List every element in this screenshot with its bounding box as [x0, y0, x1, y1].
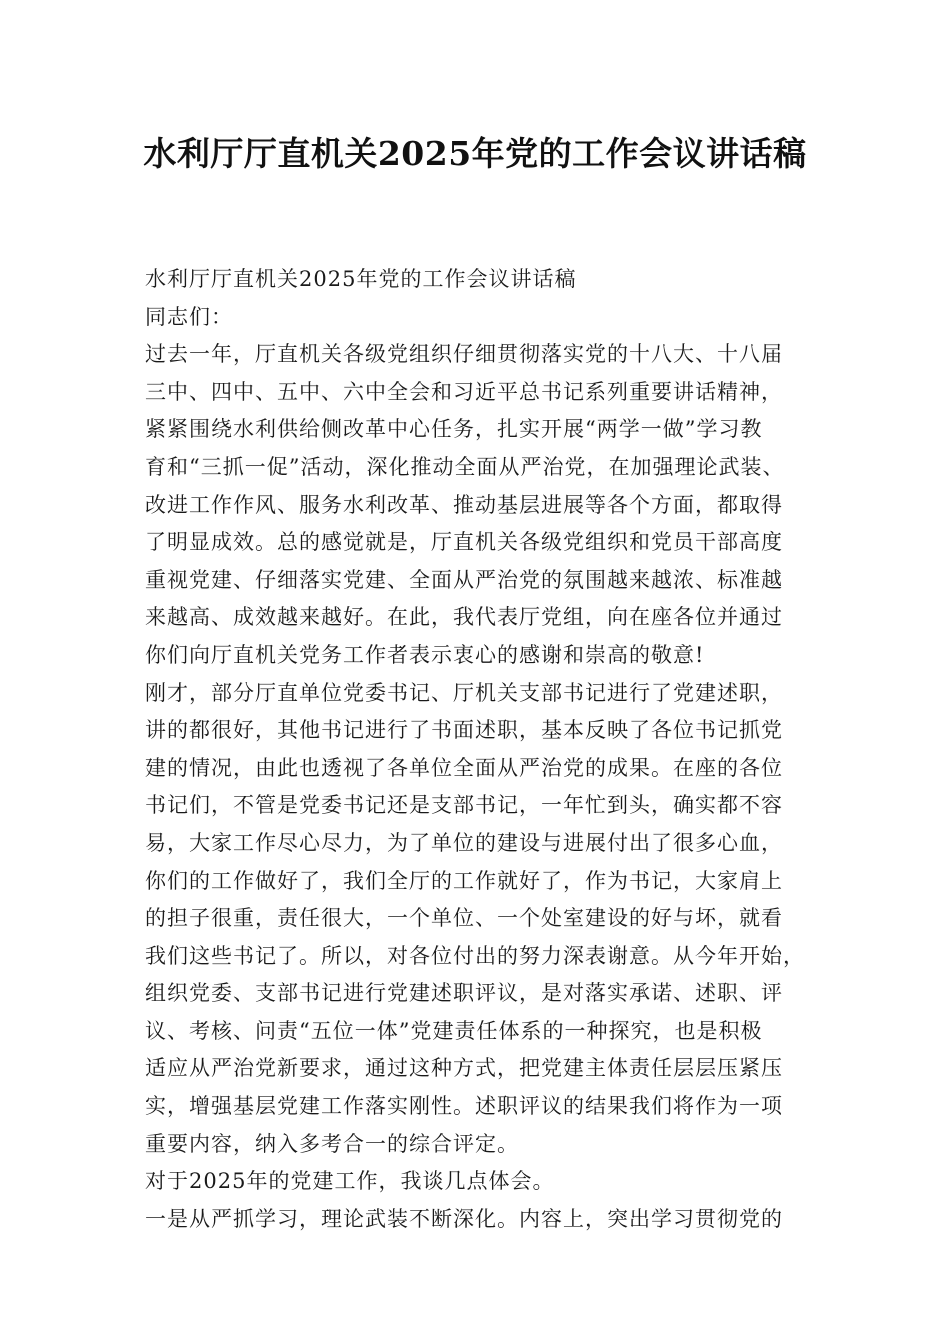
- document-body: [145, 261, 830, 1238]
- body-line: 建的情况，由此也透视了各单位全面从严治党的成果。在座的各位: [145, 755, 783, 780]
- body-line: 组织党委、支部书记进行党建述职评议，是对落实承诺、述职、评: [145, 981, 783, 1006]
- body-line: 适应从严治党新要求，通过这种方式，把党建主体责任层层压紧压: [145, 1056, 783, 1081]
- body-line: 育和“三抓一促”活动，深化推动全面从严治党，在加强理论武装、: [145, 454, 785, 479]
- body-line: 书记们，不管是党委书记还是支部书记，一年忙到头，确实都不容: [145, 793, 783, 818]
- body-line: 讲的都很好，其他书记进行了书面述职，基本反映了各位书记抓党: [145, 718, 783, 743]
- body-line: 议、考核、问责“五位一体”党建责任体系的一种探究，也是积极: [145, 1018, 763, 1043]
- body-line: 紧紧围绕水利供给侧改革中心任务，扎实开展“两学一做”学习教: [145, 417, 763, 442]
- body-line: 实，增强基层党建工作落实刚性。述职评议的结果我们将作为一项: [145, 1094, 783, 1119]
- body-line: 水利厅厅直机关2025年党的工作会议讲话稿: [145, 267, 577, 291]
- body-line: 了明显成效。总的感觉就是，厅直机关各级党组织和党员干部高度: [145, 530, 783, 555]
- body-line: 来越高、成效越来越好。在此，我代表厅党组，向在座各位并通过: [145, 605, 783, 630]
- document-title: 水利厅厅直机关2025年党的工作会议讲话稿: [143, 134, 807, 173]
- body-line: 易，大家工作尽心尽力，为了单位的建设与进展付出了很多心血，: [145, 830, 783, 855]
- body-line: 我们这些书记了。所以，对各位付出的努力深表谢意。从今年开始，: [145, 943, 805, 968]
- body-line: 对于2025年的党建工作，我谈几点体会。: [145, 1169, 555, 1194]
- body-line: 同志们：: [145, 304, 233, 329]
- body-line: 三中、四中、五中、六中全会和习近平总书记系列重要讲话精神，: [145, 379, 783, 404]
- body-line: 重要内容，纳入多考合一的综合评定。: [145, 1131, 519, 1156]
- body-line: 一是从严抓学习，理论武装不断深化。内容上，突出学习贯彻党的: [145, 1206, 783, 1231]
- body-line: 你们向厅直机关党务工作者表示衷心的感谢和崇高的敬意!: [145, 642, 705, 667]
- body-line: 重视党建、仔细落实党建、全面从严治党的氛围越来越浓、标准越: [145, 567, 783, 592]
- body-line: 刚才，部分厅直单位党委书记、厅机关支部书记进行了党建述职，: [145, 680, 783, 705]
- body-line: 的担子很重，责任很大，一个单位、一个处室建设的好与坏，就看: [145, 906, 783, 931]
- body-line: 过去一年，厅直机关各级党组织仔细贯彻落实党的十八大、十八届: [145, 342, 783, 367]
- body-line: 你们的工作做好了，我们全厅的工作就好了，作为书记，大家肩上: [145, 868, 783, 893]
- body-line: 改进工作作风、服务水利改革、推动基层进展等各个方面，都取得: [145, 492, 783, 517]
